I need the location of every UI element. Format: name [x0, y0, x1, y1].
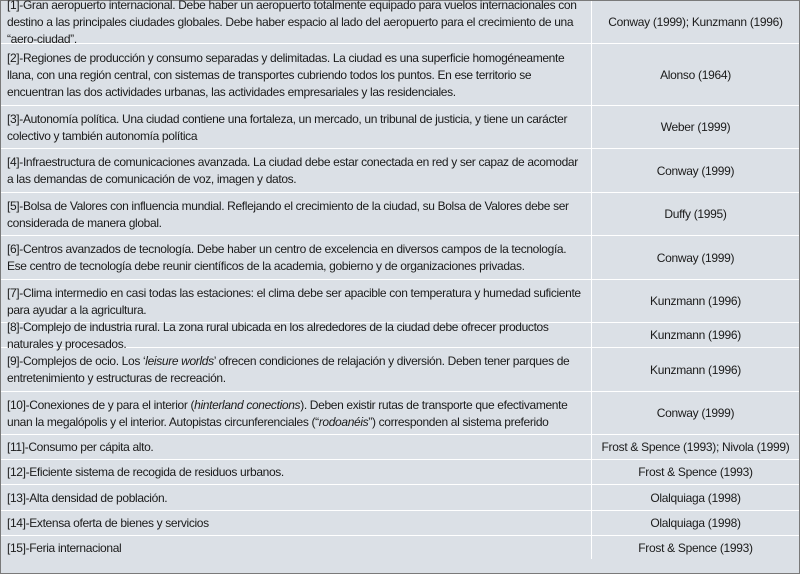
criterion-reference: Conway (1999) — [656, 250, 735, 265]
criterion-reference: Kunzmann (1996) — [650, 294, 741, 308]
criterion-description: [2]-Regiones de producción y consumo separadas y delimitadas. La ciudad es una superficie homogéneamente llana, con una región central, con sistemas de transportes cubriendo todos los puntos. En ese territorio se encuentran las dos actividades urbanas, las actividades empresariales y las residenciales. — [1, 44, 592, 105]
criterion-description: [12]-Eficiente sistema de recogida de residuos urbanos. — [1, 460, 592, 484]
table-row — [1, 280, 799, 323]
criterion-reference: Duffy (1995) — [664, 207, 727, 221]
criterion-description: [9]-Complejos de ocio. Los ‘leisure worlds’ ofrecen condiciones de relajación y diversión. Deben tener parques de entretenimiento y estructuras de recreación. — [1, 348, 592, 391]
criterion-reference: Frost & Spence (1993); Nivola (1999) — [601, 440, 790, 454]
criterion-description: [3]-Autonomía política. Una ciudad contiene una fortaleza, un mercado, un tribunal de justicia, y tiene un carácter colectivo y también autonomía política — [1, 106, 592, 148]
table-row — [1, 348, 799, 392]
criterion-description: [13]-Alta densidad de población. — [1, 485, 592, 510]
table-row — [1, 536, 799, 559]
criterion-reference: Kunzmann (1996) — [650, 328, 741, 342]
criterion-reference: Frost & Spence (1993) — [638, 540, 753, 555]
criterion-description: [10]-Conexiones de y para el interior (hinterland conections). Deben existir rutas de transporte que efectivamente unan la megalópolis y el interior. Autopistas circunferenciales (“rodoanéis”) corresponden al sistema preferido — [1, 392, 592, 434]
criterion-reference: Weber (1999) — [660, 120, 731, 134]
criterion-reference: Kunzmann (1996) — [650, 362, 741, 377]
criterion-reference: Conway (1999); Kunzmann (1996) — [608, 15, 783, 29]
criterion-description: [7]-Clima intermedio en casi todas las estaciones: el clima debe ser apacible con temperatura y humedad suficiente para ayudar a la agricultura. — [1, 280, 592, 322]
table-row — [1, 193, 799, 236]
table-row — [1, 1, 799, 44]
table-row — [1, 319, 799, 351]
criterion-description: [5]-Bolsa de Valores con influencia mundial. Reflejando el crecimiento de la ciudad, su Bolsa de Valores debe ser considerada de manera global. — [1, 193, 592, 235]
table-row — [1, 44, 799, 106]
criterion-description: [14]-Extensa oferta de bienes y servicios — [1, 511, 592, 535]
criterion-description: [4]-Infraestructura de comunicaciones avanzada. La ciudad debe estar conectada en red y ser capaz de acomodar a las demandas de comunicación de voz, imagen y datos. — [1, 149, 592, 192]
table-row — [1, 485, 799, 511]
criterion-reference: Conway (1999) — [656, 406, 735, 420]
criterion-reference: Alonso (1964) — [660, 67, 731, 82]
table-row — [1, 435, 799, 460]
criterion-reference: Olalquiaga (1998) — [650, 516, 741, 530]
criterion-description: [6]-Centros avanzados de tecnología. Debe haber un centro de excelencia en diversos campos de la tecnología. Ese centro de tecnología debe reunir científicos de la academia, gobierno y de organizaciones privadas. — [1, 236, 592, 279]
criterion-description: [8]-Complejo de industria rural. La zona rural ubicada en los alrededores de la ciudad debe ofrecer productos naturales y procesados. — [1, 323, 592, 347]
table-row — [1, 460, 799, 485]
table-row — [1, 106, 799, 149]
table-row — [1, 149, 799, 193]
table-row — [1, 236, 799, 280]
criterion-reference: Frost & Spence (1993) — [638, 465, 753, 479]
table-row — [1, 511, 799, 536]
criterion-description: [11]-Consumo per cápita alto. — [1, 435, 592, 459]
criterion-description: [1]-Gran aeropuerto internacional. Debe haber un aeropuerto totalmente equipado para vuelos internacionales con destino a las principales ciudades globales. Debe haber espacio al lado del aeropuerto para el crecimiento de una “aero-ciudad”. — [1, 1, 592, 43]
criterion-reference: Conway (1999) — [656, 163, 735, 178]
criterion-reference: Olalquiaga (1998) — [650, 490, 741, 505]
table-row — [1, 392, 799, 435]
criterion-description: [15]-Feria internacional — [1, 536, 592, 559]
